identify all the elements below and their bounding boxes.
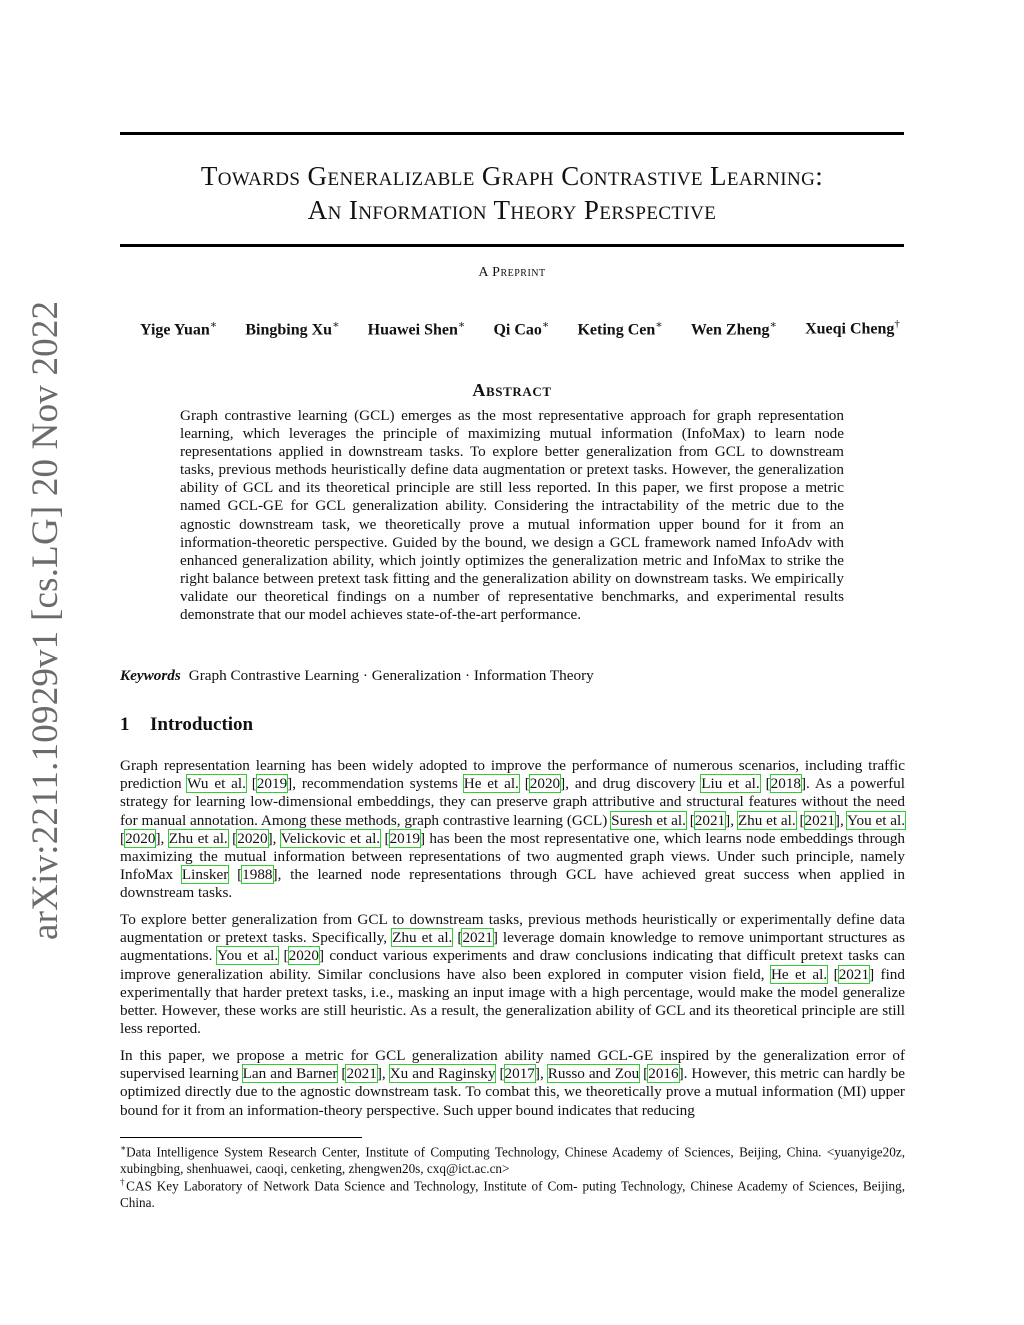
- author-name: [368, 318, 466, 339]
- citation-link[interactable]: Zhu et al.: [737, 811, 796, 829]
- paragraph-text: ],: [725, 811, 738, 829]
- citation-link[interactable]: 2021: [462, 929, 493, 947]
- paragraph-text: [: [518, 775, 530, 793]
- footnote-1-text: Data Intelligence System Research Center, Institute of Computing Technology, Chinese Academy of Sciences, Beijing, China. <yuanyige20z, xubingbing, shenhuawei, caoqi, cenketing, zhengwen20s, cxq@ict.ac.cn>: [120, 1144, 905, 1177]
- paragraph-text: ], recommendation systems: [287, 775, 464, 793]
- author-affiliation-mark: ∗: [457, 319, 466, 331]
- citation-link[interactable]: 2020: [529, 775, 561, 793]
- paragraph-text: ],: [834, 811, 848, 829]
- citation-link[interactable]: Zhu et al.: [392, 929, 453, 947]
- author-list: [140, 318, 900, 339]
- author-affiliation-mark: †: [894, 318, 900, 330]
- paragraph-text: [: [827, 965, 839, 983]
- author-name-text: Huawei Shen: [367, 321, 458, 339]
- citation-link[interactable]: 1988: [242, 866, 273, 884]
- author-name-text: Qi Cao: [493, 321, 542, 339]
- preprint-label: A Preprint: [478, 265, 546, 280]
- author-name: [805, 318, 900, 339]
- intro-paragraph-1: [120, 757, 905, 903]
- paragraph-text: [: [795, 811, 805, 829]
- paragraph-text: ],: [376, 1065, 390, 1083]
- citation-link[interactable]: 2021: [694, 811, 726, 829]
- author-affiliation-mark: ∗: [655, 319, 663, 331]
- author-name: [577, 318, 662, 339]
- section-title: Introduction: [150, 714, 254, 735]
- citation-link[interactable]: 2019: [256, 775, 288, 793]
- footnote-2-text: CAS Key Laboratory of Network Data Science and Technology, Institute of Com- puting Technology, Chinese Academy of Sciences, Beijing, China.: [120, 1178, 906, 1211]
- author-name-text: Yige Yuan: [140, 321, 210, 339]
- keywords-label: Keywords: [120, 667, 181, 684]
- title-top-rule: [120, 132, 904, 135]
- abstract-heading: Abstract: [472, 380, 552, 400]
- citation-link[interactable]: 2020: [288, 947, 319, 965]
- arxiv-identifier-stamp: arXiv:2211.10929v1 [cs.LG] 20 Nov 2022: [25, 300, 66, 940]
- author-name: [493, 318, 549, 339]
- citation-link[interactable]: 2020: [125, 829, 156, 847]
- footnote-2-mark: †: [120, 1177, 127, 1187]
- footnote-2: [120, 1174, 905, 1211]
- citation-link[interactable]: Russo and Zou: [547, 1065, 640, 1083]
- paragraph-text: To explore better generalization from GCL to downstream tasks, previous methods heuristically or experimentally define data augmentation or pretext tasks. Specifically,: [120, 911, 905, 947]
- paragraph-text: ], and drug discovery: [560, 775, 702, 793]
- citation-link[interactable]: Velickovic et al.: [280, 829, 381, 847]
- paragraph-text: [: [685, 811, 695, 829]
- footnote-1-mark: ∗: [120, 1143, 127, 1153]
- intro-paragraph-2: [120, 911, 905, 1038]
- citation-link[interactable]: Suresh et al.: [611, 811, 686, 829]
- citation-link[interactable]: He et al.: [463, 775, 519, 793]
- paragraph-text: ],: [534, 1065, 548, 1083]
- citation-link[interactable]: Xu and Raginsky: [389, 1065, 496, 1083]
- paragraph-text: ] find experimentally that harder pretext tasks, i.e., masking an input image with a high percentage, would make the model generalize better. However, these works are still heuristic. As a result, the generalization ability of GCL and its theoretical principle are still less reported.: [120, 965, 905, 1038]
- keywords-text: Graph Contrastive Learning · Generalization · Information Theory: [188, 667, 594, 684]
- citation-link[interactable]: 2021: [804, 811, 835, 829]
- paragraph-text: ]. However, this metric can hardly be optimized directly due to the agnostic downstream task. To combat this, we theoretically prove a mutual information (MI) upper bound for it from an information-theory perspective. Such upper bound indicates that reducing: [120, 1065, 906, 1119]
- intro-paragraph-3: [120, 1047, 905, 1120]
- citation-link[interactable]: He et al.: [770, 965, 828, 983]
- citation-link[interactable]: Liu et al.: [701, 775, 760, 793]
- author-name: [245, 318, 339, 339]
- paragraph-text: [: [278, 947, 289, 965]
- paragraph-text: [: [759, 775, 771, 793]
- paragraph-text: [: [380, 829, 390, 847]
- paragraph-text: [: [245, 775, 257, 793]
- keywords-line: [120, 667, 904, 685]
- citation-link[interactable]: 2021: [838, 965, 870, 983]
- paragraph-text: ],: [155, 829, 169, 847]
- citation-link[interactable]: 2018: [770, 775, 801, 793]
- author-name-text: Bingbing Xu: [245, 321, 333, 339]
- citation-link[interactable]: Lan and Barner: [242, 1065, 338, 1083]
- paragraph-text: [: [227, 829, 238, 847]
- paragraph-text: [: [228, 866, 243, 884]
- paper-title-line-1: Towards Generalizable Graph Contrastive Learning:: [200, 161, 824, 191]
- citation-link[interactable]: 2016: [648, 1065, 679, 1083]
- author-affiliation-mark: ∗: [769, 319, 777, 331]
- paragraph-text: [: [639, 1065, 649, 1083]
- paragraph-text: ] has been the most representative one, which learns node embeddings through maximizing the mutual information between representations of two augmented graph views. Under such principle, namely InfoMax: [120, 829, 906, 884]
- paragraph-text: Graph representation learning has been widely adopted to improve the performance of numerous scenarios, including traffic prediction: [120, 757, 905, 793]
- citation-link[interactable]: 2019: [389, 829, 420, 847]
- footnote-separator: [120, 1137, 362, 1138]
- paragraph-text: In this paper, we propose a metric for GCL generalization ability named GCL-GE inspired by the generalization error of supervised learning: [120, 1047, 905, 1083]
- author-name: [140, 318, 217, 339]
- paragraph-text: [: [452, 929, 463, 947]
- author-name-text: Xueqi Cheng: [805, 320, 895, 338]
- section-number: 1: [120, 714, 130, 735]
- citation-link[interactable]: Zhu et al.: [168, 829, 228, 847]
- paragraph-text: [: [120, 829, 126, 847]
- title-bottom-rule: [120, 244, 904, 247]
- citation-link[interactable]: 2021: [346, 1065, 377, 1083]
- citation-link[interactable]: You et al.: [847, 811, 906, 829]
- citation-link[interactable]: Wu et al.: [187, 775, 246, 793]
- author-affiliation-mark: ∗: [332, 319, 340, 331]
- author-name-text: Wen Zheng: [690, 321, 770, 339]
- author-affiliation-mark: ∗: [209, 319, 218, 331]
- author-name: [691, 318, 777, 339]
- abstract-text: Graph contrastive learning (GCL) emerges as the most representative approach for graph representation learning, which leverages the principle of maximizing mutual information (InfoMax) to learn node representations applied in downstream tasks. To explore better generalization from GCL to downstream tasks, previous methods heuristically define data augmentation or pretext tasks. However, the generalization ability of GCL and its theoretical principle are still less reported. In this paper, we first propose a metric named GCL-GE for GCL generalization ability. Considering the intractability of the metric due to the agnostic downstream task, we theoretically prove a mutual information upper bound for it from an information-theoretic perspective. Guided by the bound, we design a GCL framework named InfoAdv with enhanced generalization ability, which jointly optimizes the generalization metric and InfoMax to strike the right balance between pretext task fitting and the generalization ability on downstream tasks. We empirically validate our theoretical findings on a number of representative benchmarks, and experimental results demonstrate that our model achieves state-of-the-art performance.: [180, 407, 844, 624]
- paragraph-text: ] leverage domain knowledge to remove unimportant structures as augmentations.: [120, 929, 905, 965]
- citation-link[interactable]: 2017: [504, 1065, 535, 1083]
- paragraph-text: ] conduct various experiments and draw conclusions indicating that difficult pretext tasks can improve generalization ability. Similar conclusions have also been explored in computer vision field,: [120, 947, 905, 983]
- paragraph-text: [: [337, 1065, 347, 1083]
- paragraph-text: [: [495, 1065, 505, 1083]
- paragraph-text: ]. As a powerful strategy for learning low-dimensional embeddings, they can preserve graph attributive and structural features without the need for manual annotation. Among these methods, graph contrastive learning (GCL): [120, 775, 905, 829]
- section-heading: [120, 714, 253, 736]
- footnote-1: [120, 1140, 905, 1177]
- citation-link[interactable]: You et al.: [217, 947, 279, 965]
- paragraph-text: ],: [267, 829, 281, 847]
- paragraph-text: ], the learned node representations through GCL have achieved great success when applied in downstream tasks.: [120, 866, 905, 902]
- citation-link[interactable]: 2020: [237, 829, 268, 847]
- paper-title-line-2: An Information Theory Perspective: [307, 195, 717, 225]
- author-name-text: Keting Cen: [577, 321, 656, 339]
- author-affiliation-mark: ∗: [541, 319, 550, 331]
- citation-link[interactable]: Linsker: [181, 866, 229, 884]
